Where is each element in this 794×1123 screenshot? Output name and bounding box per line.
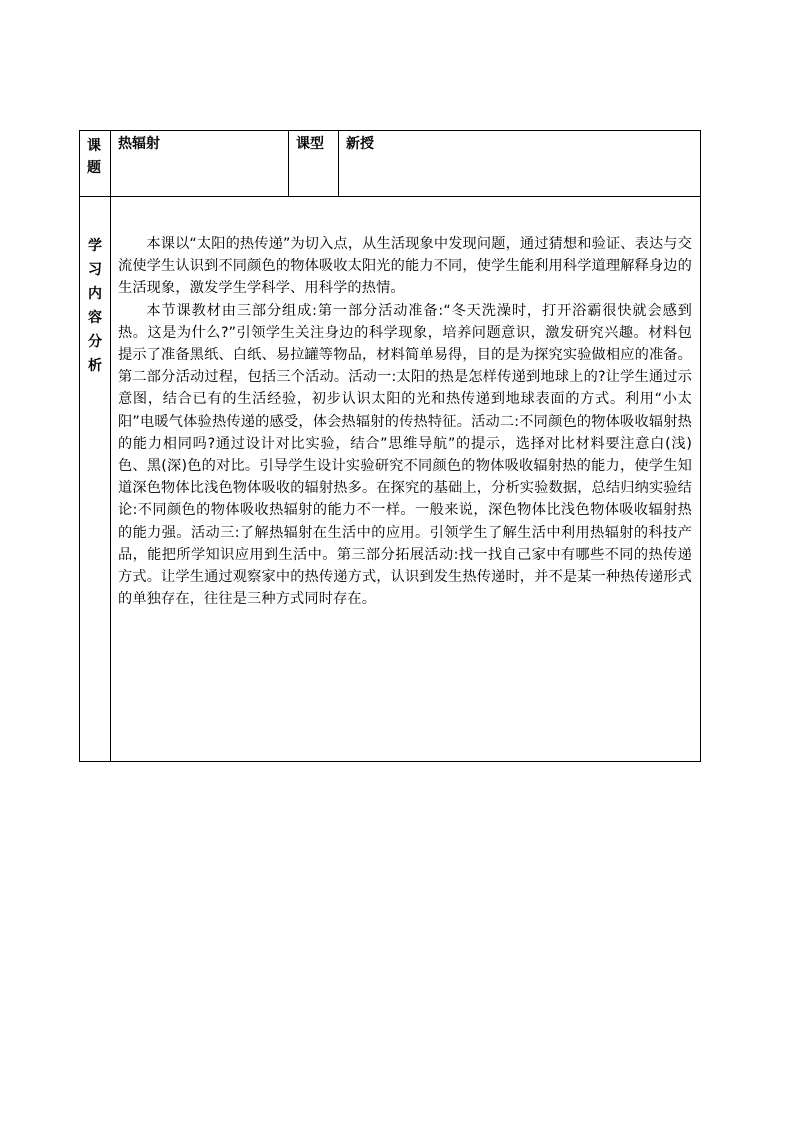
label-char: 分 [88, 334, 102, 350]
analysis-paragraph: 本课以“太阳的热传递”为切入点，从生活现象中发现问题，通过猜想和验证、表达与交流使学生认识到不同颜色的物体吸收太阳光的能力不同，使学生能利用科学道理解释身边的生活现象，激发学生学科学、用科学的热情。 [118, 236, 692, 297]
topic-value: 热辐射 [111, 131, 289, 197]
lesson-type-label: 课型 [289, 131, 339, 197]
label-char: 学 [88, 238, 102, 254]
content-analysis-row [80, 197, 701, 762]
topic-label: 课题 [80, 131, 111, 197]
label-char: 析 [88, 358, 102, 374]
label-char: 容 [88, 310, 102, 326]
topic-row [80, 131, 701, 197]
lesson-type-value: 新授 [339, 131, 701, 197]
analysis-paragraph: 本节课教材由三部分组成:第一部分活动准备:“冬天洗澡时，打开浴霸很快就会感到热。这是为什么?”引领学生关注身边的科学现象，培养问题意识，激发研究兴趣。材料包提示了准备黑纸、白纸、易拉罐等物品，材料简单易得，目的是为探究实验做相应的准备。第二部分活动过程，包括三个活动。活动一:太阳的热是怎样传递到地球上的?让学生通过示意图，结合已有的生活经验，初步认识太阳的光和热传递到地球表面的方式。利用“小太阳”电暖气体验热传递的感受，体会热辐射的传热特征。活动二:不同颜色的物体吸收辐射热的能力相同吗?通过设计对比实验，结合”思维导航”的提示，选择对比材料要注意白(浅)色、黑(深)色的对比。引导学生设计实验研究不同颜色的物体吸收辐射热的能力，使学生知道深色物体比浅色物体吸收的辐射热多。在探究的基础上，分析实验数据，总结归纳实验结论:不同颜色的物体吸收热辐射的能力不一样。一般来说，深色物体比浅色物体吸收辐射热的能力强。活动三:了解热辐射在生活中的应用。引领学生了解生活中利用热辐射的科技产品，能把所学知识应用到生活中。第三部分拓展活动:找一找自己家中有哪些不同的热传递方式。让学生通过观察家中的热传递方式，认识到发生热传递时，并不是某一种热传递形式的单独存在，往往是三种方式同时存在。 [118, 302, 692, 608]
label-char: 内 [88, 286, 102, 302]
lesson-plan-table [79, 130, 701, 762]
content-analysis-label [80, 197, 111, 762]
label-char: 习 [88, 262, 102, 278]
content-analysis-text [111, 197, 701, 762]
